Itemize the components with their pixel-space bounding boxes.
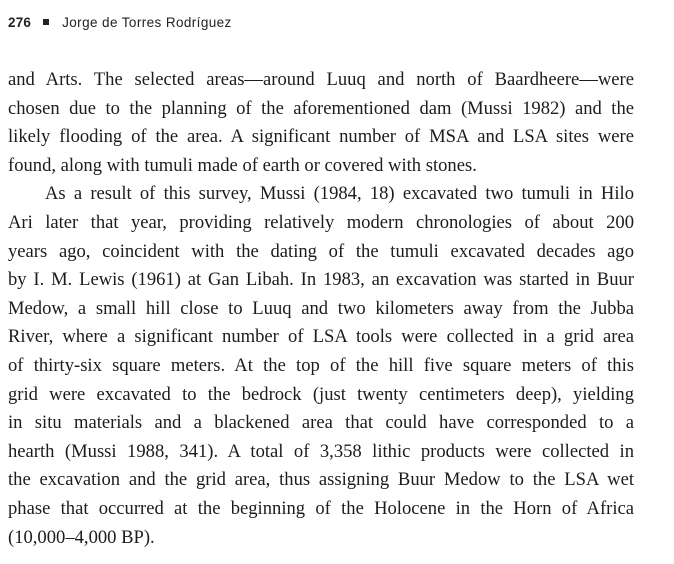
- text-line: years ago, coincident with the dating of the tumuli excavated decades ago: [8, 240, 634, 262]
- text-line: (10,000–4,000 BP).: [8, 526, 155, 548]
- text-line: and Arts. The selected areas—around Luuq and north of Baardheere—were: [8, 69, 634, 90]
- text-line: the excavation and the grid area, thus assigning Buur Medow to the LSA wet: [8, 469, 634, 491]
- text-line: chosen due to the planning of the aforementioned dam (Mussi 1982) and the: [8, 97, 634, 119]
- text-line: by I. M. Lewis (1961) at Gan Libah. In 1983, an excavation was started in Buur: [8, 269, 634, 291]
- text-line: hearth (Mussi 1988, 341). A total of 3,358 lithic products were collected in: [8, 440, 634, 462]
- text-line: of thirty-six square meters. At the top of the hill five square meters of this: [8, 354, 634, 376]
- text-line: Medow, a small hill close to Luuq and two kilometers away from the Jubba: [8, 297, 634, 319]
- text-line: found, along with tumuli made of earth or covered with stones.: [8, 154, 477, 176]
- text-line: in situ materials and a blackened area that could have corresponded to a: [8, 412, 634, 434]
- running-header-author: Jorge de Torres Rodríguez: [62, 14, 232, 30]
- text-line: phase that occurred at the beginning of the Holocene in the Horn of Africa: [8, 497, 634, 519]
- square-icon: [43, 19, 49, 25]
- page-number: 276: [8, 14, 32, 30]
- text-line: River, where a significant number of LSA tools were collected in a grid area: [8, 326, 634, 348]
- body-text: [8, 66, 634, 552]
- text-line: Ari later that year, providing relatively modern chronologies of about 200: [8, 211, 634, 233]
- text-line: likely flooding of the area. A significant number of MSA and LSA sites were: [8, 126, 634, 148]
- paragraph-1: [8, 66, 634, 180]
- paragraph-2: [8, 180, 634, 552]
- running-header: [8, 12, 232, 32]
- text-line: As a result of this survey, Mussi (1984, 18) excavated two tumuli in Hilo: [45, 183, 634, 205]
- text-line: grid were excavated to the bedrock (just twenty centimeters deep), yielding: [8, 383, 634, 405]
